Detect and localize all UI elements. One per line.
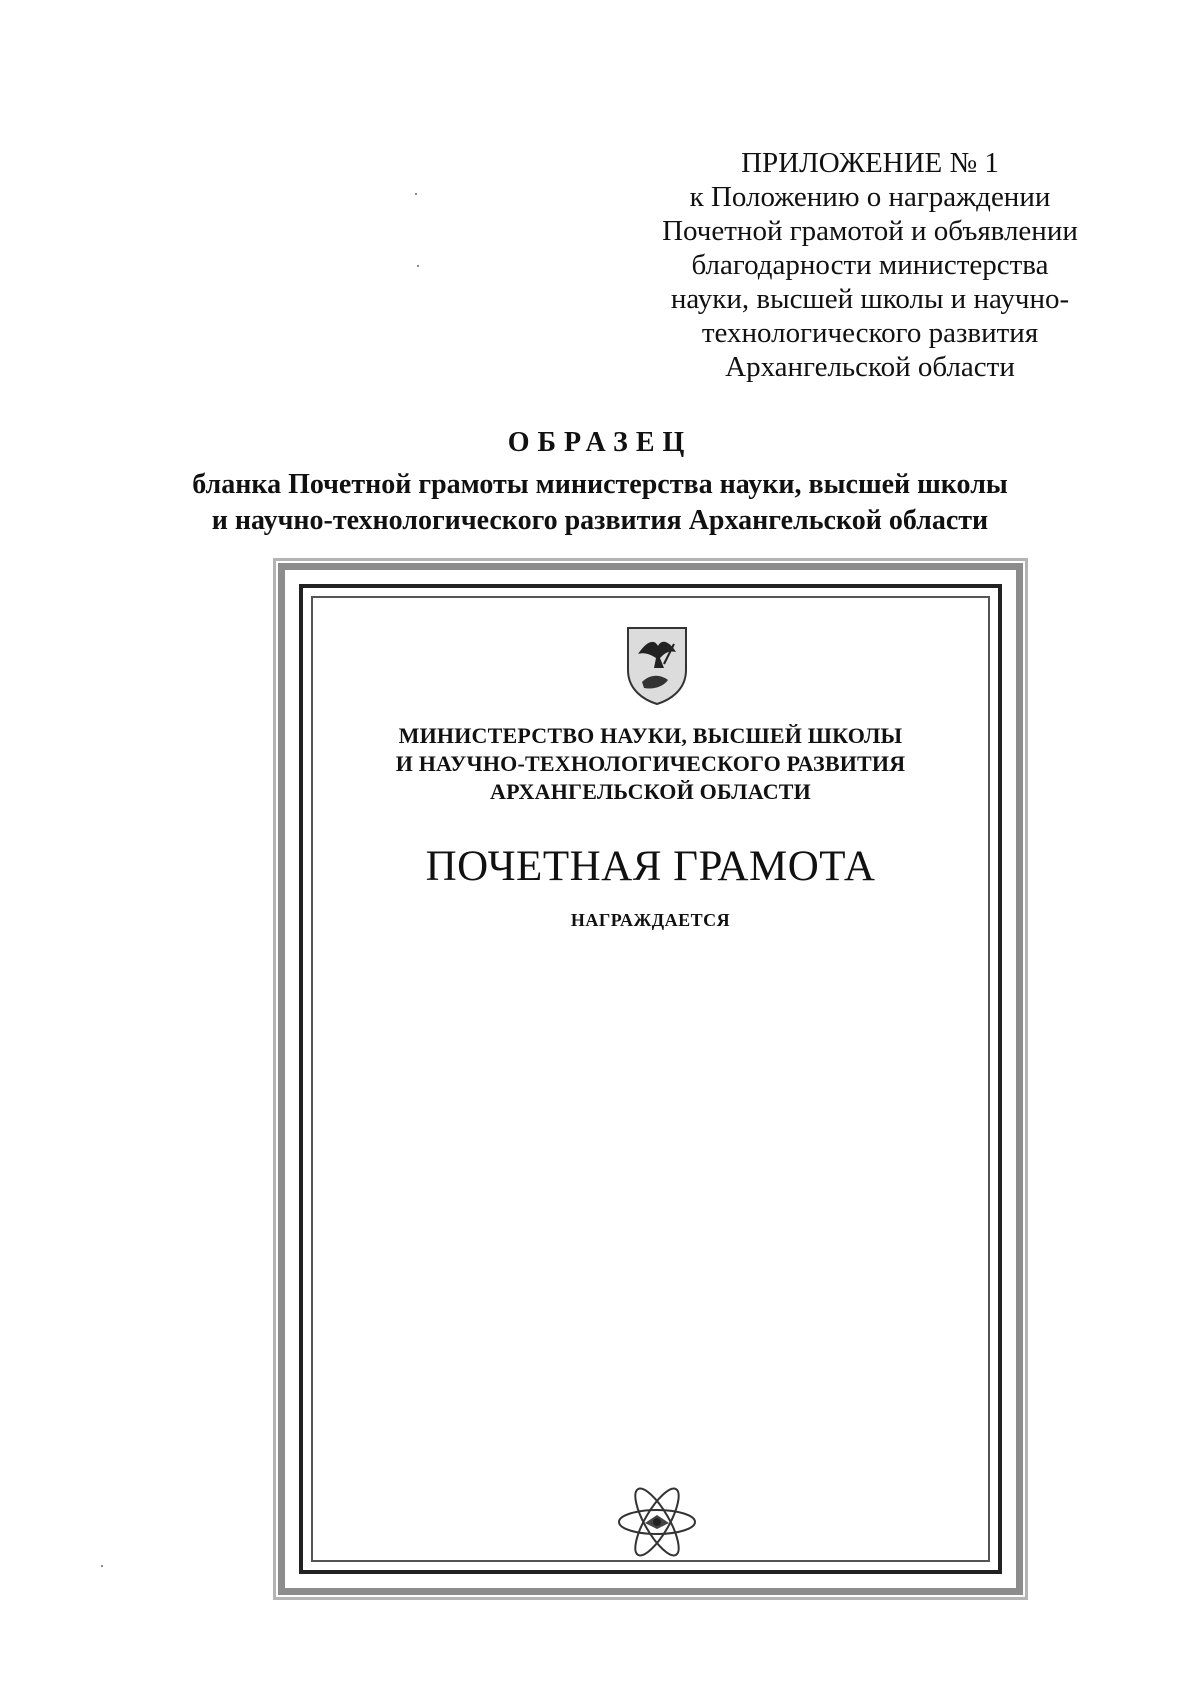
appendix-line: науки, высшей школы и научно-	[670, 283, 1070, 315]
ministry-line: И НАУЧНО-ТЕХНОЛОГИЧЕСКОГО РАЗВИТИЯ	[395, 751, 906, 776]
sample-title: ОБРАЗЕЦ	[507, 427, 693, 458]
sample-subtitle	[0, 467, 1200, 539]
appendix-line: технологического развития	[701, 317, 1039, 349]
appendix-header	[640, 146, 1100, 384]
appendix-line: благодарности министерства	[691, 249, 1049, 281]
scan-speck	[417, 265, 419, 267]
awarded-label: НАГРАЖДАЕТСЯ	[570, 910, 731, 930]
appendix-line: Архангельской области	[725, 351, 1015, 383]
appendix-line: ПРИЛОЖЕНИЕ № 1	[741, 147, 999, 179]
ministry-name	[285, 722, 1016, 806]
sample-subtitle-line: бланка Почетной грамоты министерства науки, высшей школы	[192, 469, 1008, 500]
appendix-line: Почетной грамотой и объявлении	[662, 215, 1078, 247]
certificate-title: ПОЧЕТНАЯ ГРАМОТА	[425, 843, 876, 890]
sample-subtitle-line: и научно-технологического развития Архангельской области	[211, 505, 989, 536]
appendix-line: к Положению о награждении	[689, 181, 1051, 213]
ministry-line: МИНИСТЕРСТВО НАУКИ, ВЫСШЕЙ ШКОЛЫ	[398, 723, 903, 748]
ministry-line: АРХАНГЕЛЬСКОЙ ОБЛАСТИ	[490, 779, 811, 804]
certificate-blank	[278, 563, 1023, 1595]
atom-emblem-icon	[615, 1487, 699, 1557]
coat-of-arms-icon	[624, 624, 690, 706]
scan-speck	[415, 193, 417, 195]
scan-speck	[101, 1565, 103, 1567]
